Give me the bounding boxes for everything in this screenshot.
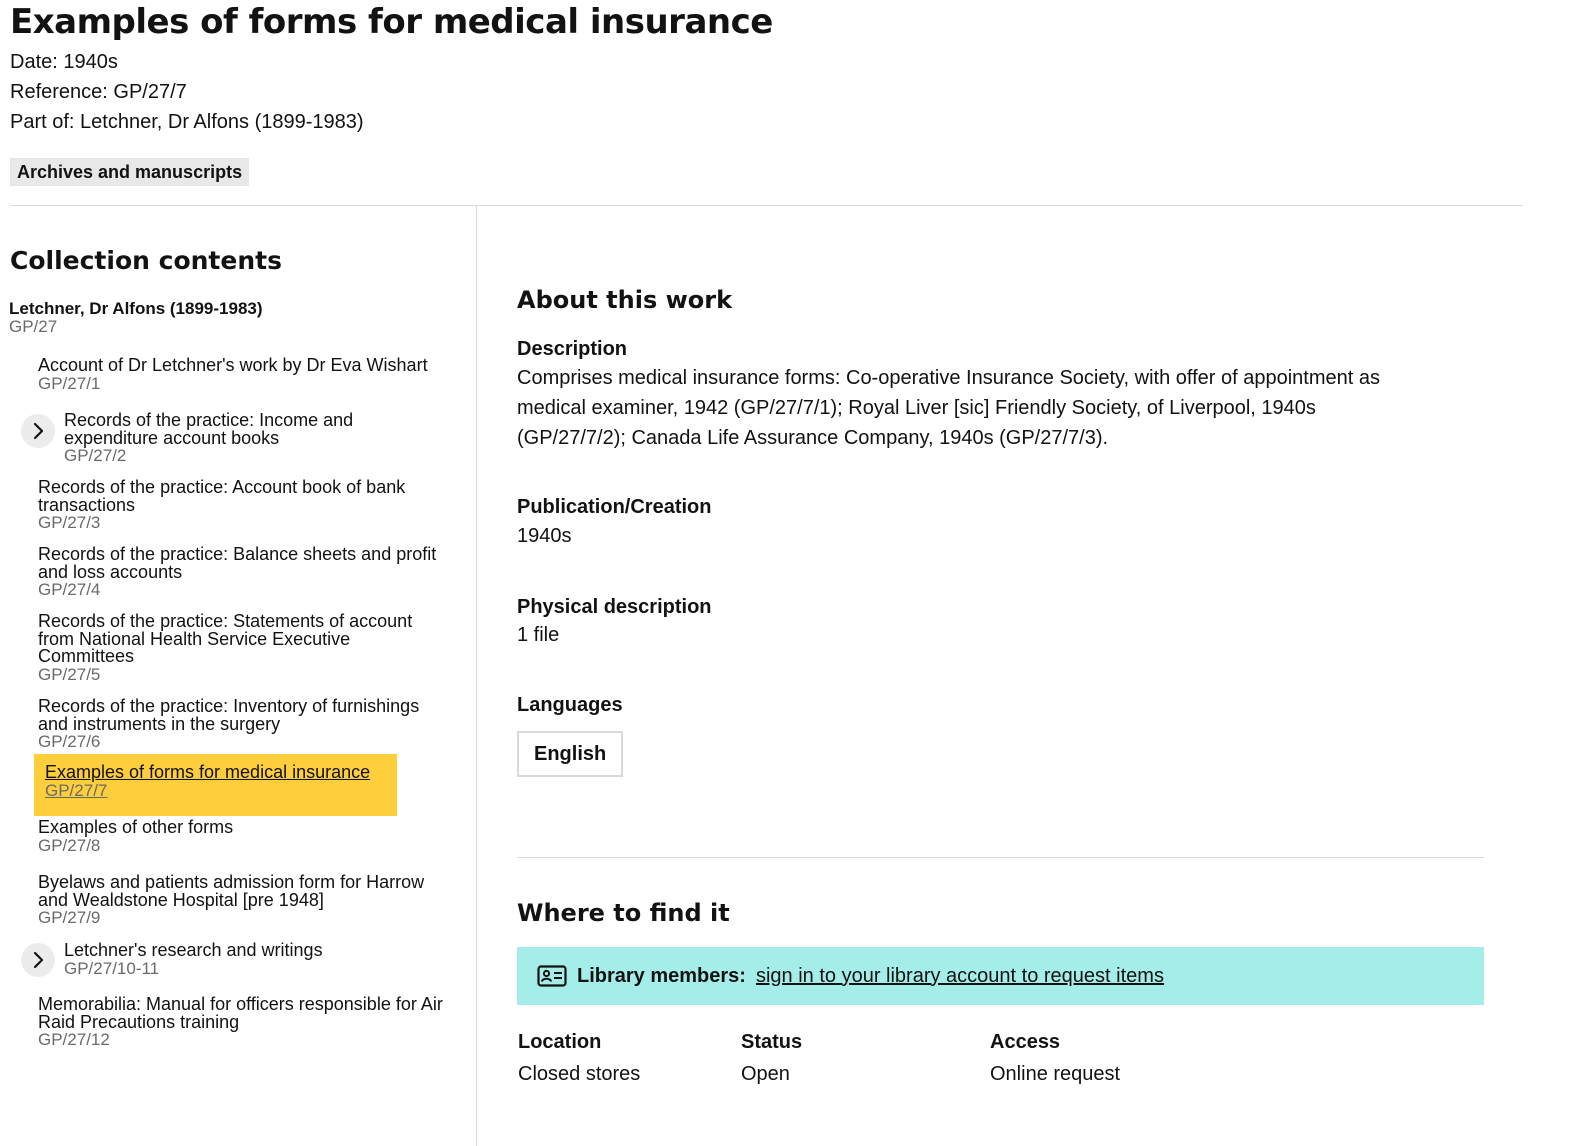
tree-item-ref: GP/27/2 xyxy=(64,446,127,465)
access-column xyxy=(990,1030,1120,1086)
library-members-banner xyxy=(517,947,1484,1005)
tree-item-title: Byelaws and patients admission form for Harrow and Wealdstone Hospital [pre 1948] xyxy=(38,872,425,910)
languages-label: Languages xyxy=(517,694,623,716)
tree-item-ref: GP/27/8 xyxy=(38,835,101,855)
tree-item[interactable] xyxy=(38,546,463,599)
part-of-value: Letchner, Dr Alfons (1899-1983) xyxy=(80,111,364,133)
tree-item[interactable] xyxy=(38,357,463,393)
section-divider xyxy=(517,857,1484,858)
tree-item[interactable] xyxy=(64,942,444,978)
tree-item-title: Examples of other forms xyxy=(38,817,234,837)
library-members-label: Library members: xyxy=(577,964,746,987)
tree-item[interactable] xyxy=(64,412,384,465)
library-card-icon xyxy=(537,965,567,987)
access-header: Access xyxy=(990,1031,1061,1053)
tree-item-ref: GP/27/10-11 xyxy=(64,958,160,978)
tree-item-ref: GP/27/6 xyxy=(38,732,101,751)
status-header: Status xyxy=(741,1031,803,1053)
location-header: Location xyxy=(518,1031,602,1053)
publication-value: 1940s xyxy=(517,525,572,547)
description-label: Description xyxy=(517,338,628,360)
physical-description-label: Physical description xyxy=(517,596,712,618)
tree-root-item[interactable] xyxy=(9,300,263,336)
location-value: Closed stores xyxy=(518,1063,641,1085)
tree-item-title: Records of the practice: Balance sheets and profit and loss accounts xyxy=(38,544,437,582)
format-badge: Archives and manuscripts xyxy=(10,158,249,186)
part-of-line xyxy=(10,107,773,137)
access-value: Online request xyxy=(990,1063,1121,1085)
tree-item-title: Letchner's research and writings xyxy=(64,940,323,960)
tree-item-title: Records of the practice: Inventory of furnishings and instruments in the surgery xyxy=(38,696,420,734)
tree-item-ref: GP/27/3 xyxy=(38,513,101,532)
tree-item-ref: GP/27/4 xyxy=(38,580,101,599)
work-header xyxy=(10,0,773,186)
tree-item[interactable] xyxy=(38,874,448,927)
date-line xyxy=(10,47,773,77)
tree-item-current[interactable] xyxy=(34,754,397,816)
tree-item-ref: GP/27/9 xyxy=(38,908,101,927)
tree-item[interactable] xyxy=(38,819,463,855)
tree-item[interactable] xyxy=(38,996,468,1049)
location-column xyxy=(518,1030,640,1086)
sign-in-link[interactable]: sign in to your library account to request items xyxy=(755,964,1164,987)
tree-item-title: Memorabilia: Manual for officers responsible for Air Raid Precautions training xyxy=(38,994,443,1032)
tree-item-ref: GP/27/1 xyxy=(38,373,101,393)
tree-item-title: Examples of forms for medical insurance xyxy=(45,762,371,782)
date-label: Date: xyxy=(10,51,64,73)
status-value: Open xyxy=(741,1063,790,1085)
reference-value: GP/27/7 xyxy=(113,81,187,103)
tree-root-title: Letchner, Dr Alfons (1899-1983) xyxy=(9,299,263,318)
about-title: About this work xyxy=(517,286,733,314)
tree-item-title: Account of Dr Letchner's work by Dr Eva Wishart xyxy=(38,355,428,375)
chevron-right-icon xyxy=(31,422,45,440)
date-value: 1940s xyxy=(63,51,118,73)
tree-item[interactable] xyxy=(38,479,438,532)
collection-contents-title: Collection contents xyxy=(10,246,282,275)
tree-item[interactable] xyxy=(38,698,443,751)
physical-description-value: 1 file xyxy=(517,624,560,646)
tree-item[interactable] xyxy=(38,613,438,684)
page-title: Examples of forms for medical insurance xyxy=(10,2,773,42)
tree-item-title: Records of the practice: Account book of bank transactions xyxy=(38,477,406,515)
tree-item-title: Records of the practice: Income and expenditure account books xyxy=(64,410,354,448)
column-divider xyxy=(476,206,477,1146)
status-column xyxy=(741,1030,802,1086)
tree-item-title: Records of the practice: Statements of account from National Health Service Executive Committees xyxy=(38,611,413,666)
reference-label: Reference: xyxy=(10,81,114,103)
reference-line xyxy=(10,77,773,107)
language-tag[interactable]: English xyxy=(517,731,623,777)
expand-button[interactable] xyxy=(21,414,55,448)
tree-item-ref: GP/27/5 xyxy=(38,664,101,684)
publication-label: Publication/Creation xyxy=(517,496,712,518)
description-value: Comprises medical insurance forms: Co-operative Insurance Society, with offer of appointment as medical examiner, 1942 (GP/27/7/1); Royal Liver [sic] Friendly Society, of Liverpool, 1940s (GP/27/7/2); Canada Life Assurance Company, 1940s (GP/27/7/3). xyxy=(517,367,1380,449)
chevron-right-icon xyxy=(31,951,45,969)
part-of-label: Part of: xyxy=(10,111,81,133)
tree-item-ref: GP/27/7 xyxy=(45,780,108,800)
tree-root-ref: GP/27 xyxy=(9,317,58,336)
header-divider xyxy=(10,205,1523,206)
expand-button[interactable] xyxy=(21,943,55,977)
where-to-find-title: Where to find it xyxy=(517,899,730,927)
tree-item-ref: GP/27/12 xyxy=(38,1030,110,1049)
